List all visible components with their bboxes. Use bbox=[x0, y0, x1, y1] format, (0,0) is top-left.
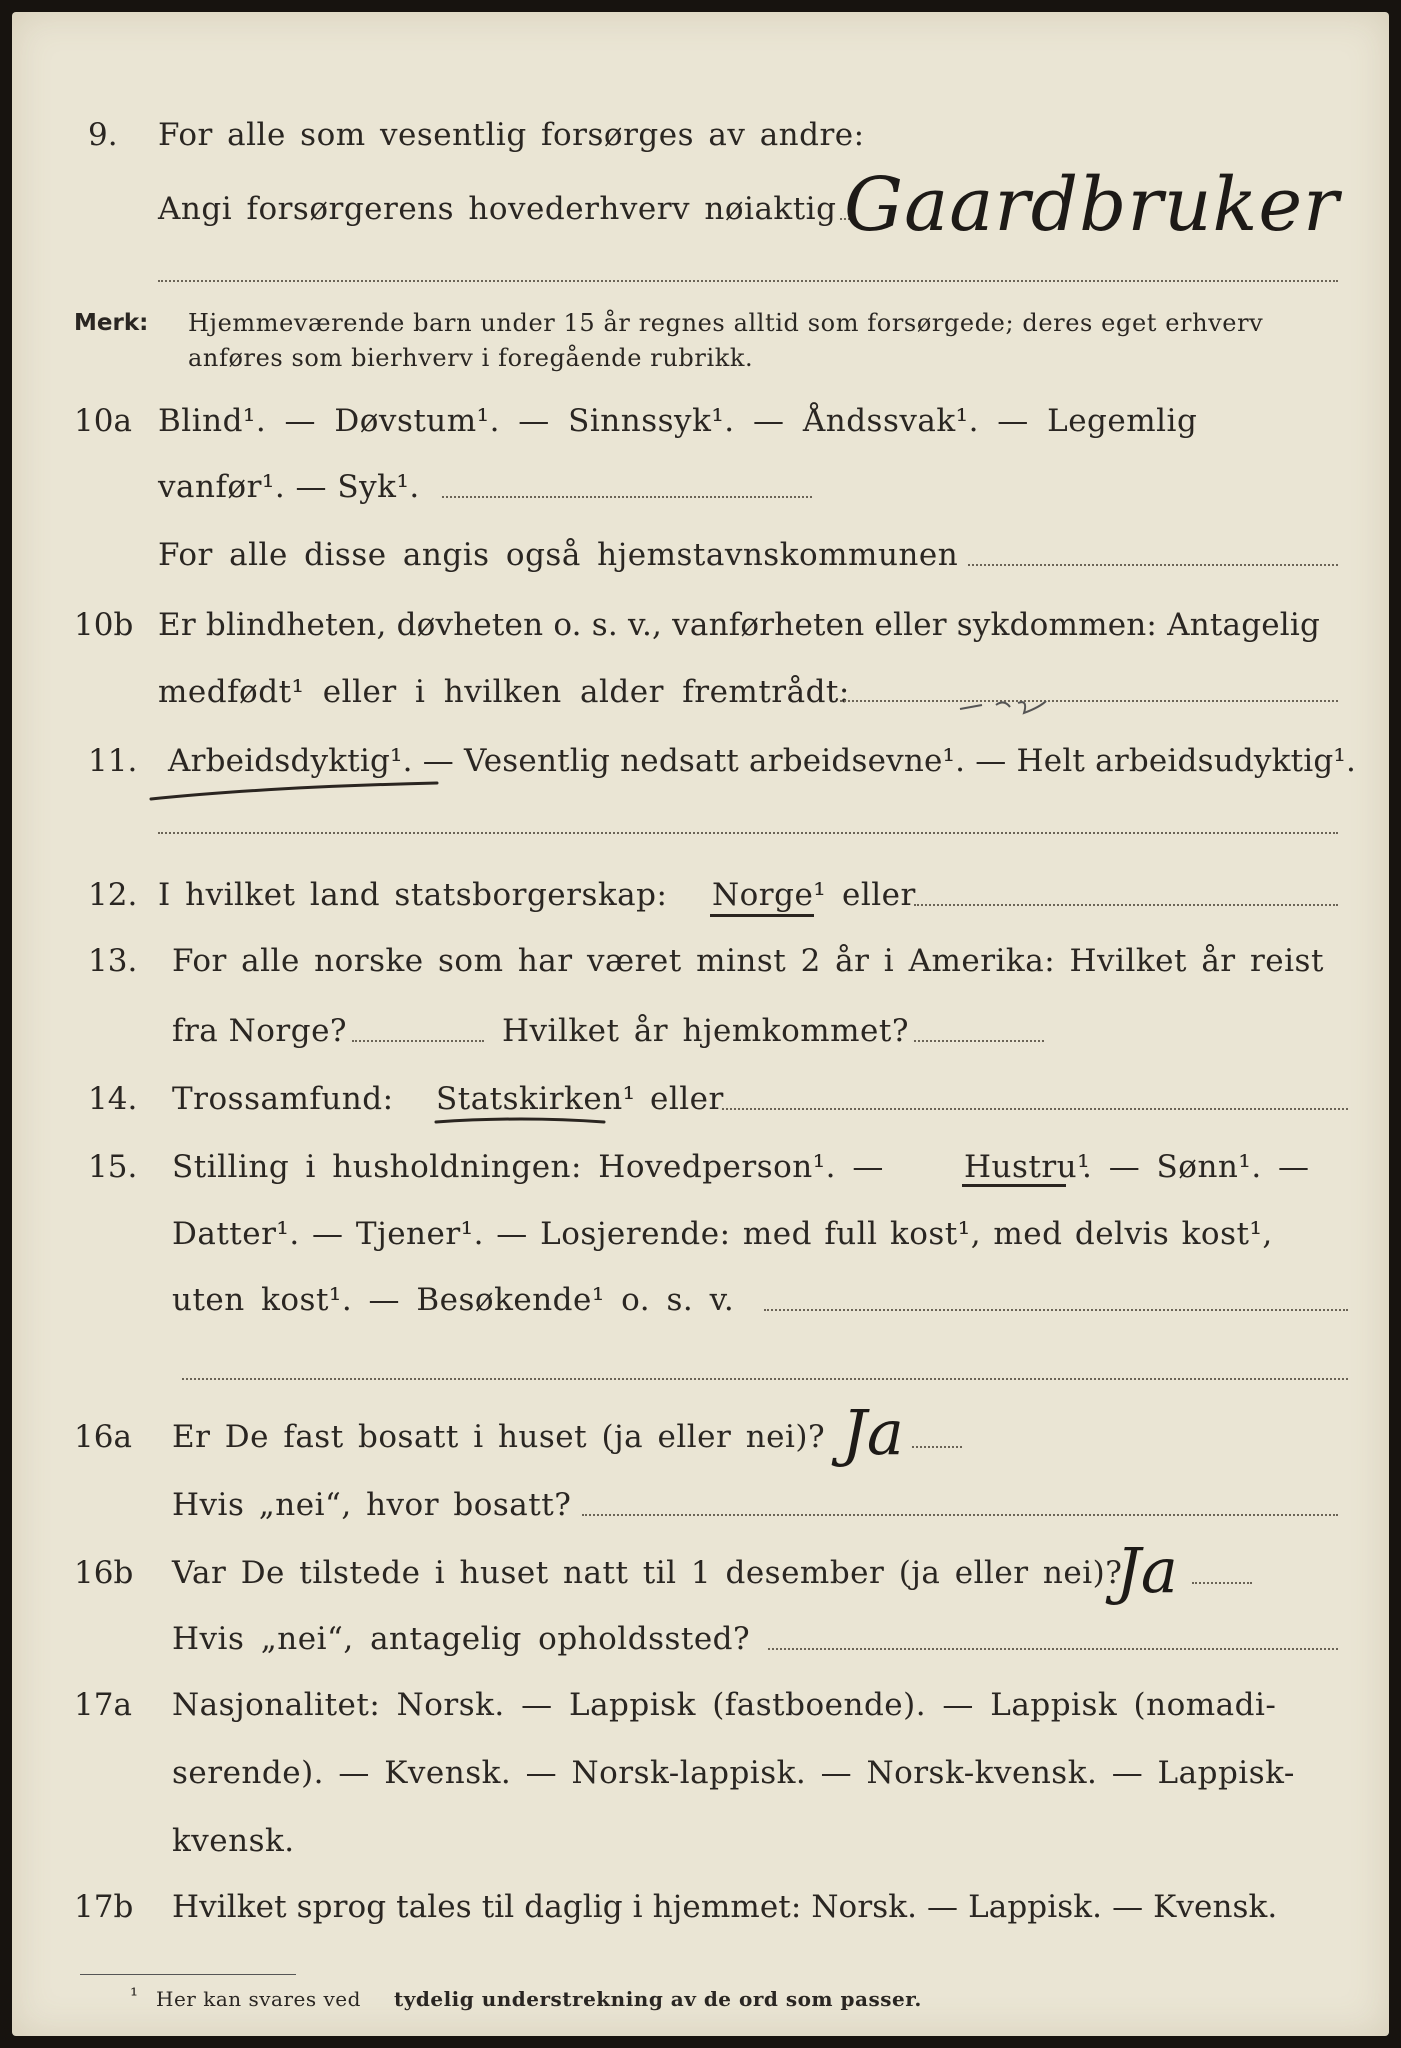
footnote-separator bbox=[80, 1974, 296, 1975]
q16b-number: 16b bbox=[74, 1555, 134, 1591]
q17a-line3: kvensk. bbox=[172, 1823, 295, 1859]
q13-departure-line bbox=[352, 1040, 484, 1042]
q17b-number: 17b bbox=[74, 1889, 134, 1925]
q9-line2: Angi forsørgerens hovederhverv nøiaktig bbox=[158, 191, 837, 227]
q16b-answer-line bbox=[1192, 1582, 1252, 1584]
q17a-line2: serende). — Kvensk. — Norsk-lappisk. — Norsk-kvensk. — Lappisk- bbox=[172, 1755, 1295, 1791]
q16a-answer-line bbox=[912, 1446, 962, 1448]
q16b-answer-handwriting: Ja bbox=[1116, 1534, 1178, 1607]
q15-line3: uten kost¹. — Besøkende¹ o. s. v. bbox=[172, 1282, 735, 1318]
q9-continuation-line bbox=[158, 280, 1338, 282]
q10a-line1: Blind¹. — Døvstum¹. — Sinnssyk¹. — Åndssvak¹. — Legemlig bbox=[158, 403, 1198, 439]
q11-continuation-line bbox=[158, 832, 1338, 834]
q17b-line1: Hvilket sprog tales til daglig i hjemmet: Norsk. — Lappisk. — Kvensk. bbox=[172, 1889, 1278, 1925]
q10a-line2: vanfør¹. — Syk¹. bbox=[158, 469, 420, 505]
q12-suffix: eller bbox=[842, 877, 916, 913]
q16a-line1: Er De fast bosatt i huset (ja eller nei)? bbox=[172, 1419, 826, 1455]
q10b-line1: Er blindheten, døvheten o. s. v., vanførheten eller sykdommen: Antagelig bbox=[158, 607, 1321, 643]
q14-answer-line bbox=[722, 1108, 1348, 1110]
q14-option-statskirken: Statskirken¹ bbox=[436, 1081, 636, 1117]
q10b-line2: medfødt¹ eller i hvilken alder fremtrådt: bbox=[158, 674, 850, 710]
merk-label: Merk: bbox=[74, 310, 149, 336]
q14-prefix: Trossamfund: bbox=[172, 1081, 394, 1117]
q15-continuation-line bbox=[182, 1378, 1348, 1380]
q10a-hometown-line bbox=[968, 564, 1338, 566]
merk-line2: anføres som bierhverv i foregående rubrikk. bbox=[188, 344, 754, 372]
q14-suffix: eller bbox=[650, 1081, 724, 1117]
q10b-pencil-mark bbox=[952, 687, 1092, 727]
q14-underline-statskirken bbox=[432, 1112, 612, 1132]
q10b-number: 10b bbox=[74, 607, 134, 643]
footnote-text-b: tydelig understrekning av de ord som passer. bbox=[394, 1987, 922, 2011]
q9-line1: For alle som vesentlig forsørges av andre: bbox=[158, 117, 865, 153]
q14-number: 14. bbox=[88, 1081, 138, 1117]
q15-answer-line bbox=[764, 1309, 1348, 1311]
merk-line1: Hjemmeværende barn under 15 år regnes alltid som forsørgede; deres eget erhverv bbox=[188, 309, 1264, 337]
q13-line2b: Hvilket år hjemkommet? bbox=[502, 1013, 909, 1049]
q16b-location-line bbox=[768, 1648, 1338, 1650]
q15-line1c: . — Sønn¹. — bbox=[1082, 1149, 1310, 1185]
q13-return-line bbox=[914, 1040, 1044, 1042]
q10a-number: 10a bbox=[74, 403, 132, 439]
q12-underline-norge bbox=[710, 914, 814, 917]
q12-number: 12. bbox=[88, 877, 138, 913]
q17a-line1: Nasjonalitet: Norsk. — Lappisk (fastboende). — Lappisk (nomadi- bbox=[172, 1687, 1277, 1723]
q17a-number: 17a bbox=[74, 1687, 132, 1723]
q11-number: 11. bbox=[88, 743, 138, 779]
q12-option-norge: Norge¹ bbox=[712, 877, 827, 913]
q10a-line3: For alle disse angis også hjemstavnskommunen bbox=[158, 537, 959, 573]
q10a-answer-line bbox=[442, 496, 812, 498]
q15-option-hustru: Hustru¹ bbox=[964, 1149, 1091, 1185]
footnote-mark: ¹ bbox=[130, 1983, 139, 2007]
q13-line2a: fra Norge? bbox=[172, 1013, 348, 1049]
census-form-page bbox=[12, 12, 1389, 2036]
q16a-residence-line bbox=[582, 1514, 1338, 1516]
q16a-answer-handwriting: Ja bbox=[842, 1396, 904, 1469]
footnote-text-a: Her kan svares ved bbox=[156, 1987, 361, 2011]
q16b-line1: Var De tilstede i huset natt til 1 desember (ja eller nei)? bbox=[172, 1555, 1123, 1591]
q15-underline-hustru bbox=[962, 1184, 1066, 1187]
q16b-line2: Hvis „nei“, antagelig opholdssted? bbox=[172, 1621, 751, 1657]
q13-number: 13. bbox=[88, 943, 138, 979]
q9-number: 9. bbox=[88, 117, 118, 153]
q9-answer-handwriting: Gaardbruker bbox=[844, 162, 1340, 248]
q15-line2: Datter¹. — Tjener¹. — Losjerende: med full kost¹, med delvis kost¹, bbox=[172, 1216, 1273, 1252]
q15-line1a: Stilling i husholdningen: Hovedperson¹. — bbox=[172, 1149, 884, 1185]
q15-number: 15. bbox=[88, 1149, 138, 1185]
q16a-number: 16a bbox=[74, 1419, 132, 1455]
q16a-line2: Hvis „nei“, hvor bosatt? bbox=[172, 1487, 572, 1523]
q12-prefix: I hvilket land statsborgerskap: bbox=[158, 877, 668, 913]
q11-line1: Arbeidsdyktig¹. — Vesentlig nedsatt arbeidsevne¹. — Helt arbeidsudyktig¹. bbox=[168, 743, 1357, 779]
q13-line1: For alle norske som har været minst 2 år i Amerika: Hvilket år reist bbox=[172, 943, 1324, 979]
q11-underline-arbeidsdyktig bbox=[147, 777, 447, 807]
q12-answer-line bbox=[914, 904, 1338, 906]
